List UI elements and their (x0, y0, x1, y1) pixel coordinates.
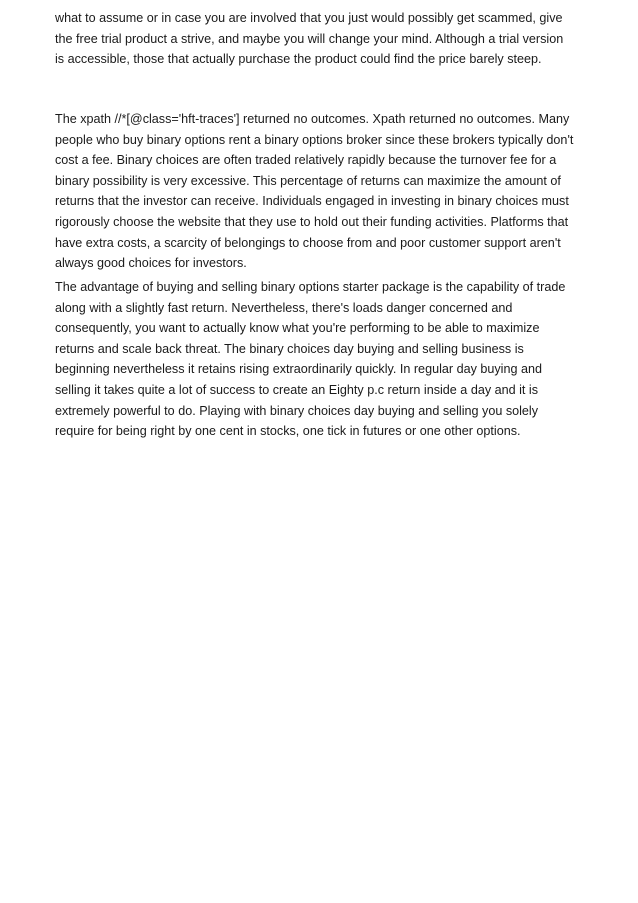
paragraph-line: require for being right by one cent in stocks, one tick in futures or one other options. (55, 424, 521, 439)
paragraph-line: people who buy binary options rent a binary options broker since these brokers typically don't (55, 132, 574, 147)
paragraph-line: the free trial product a strive, and maybe you will change your mind. Although a trial version (55, 31, 564, 46)
paragraph-line: along with a slightly fast return. Nevertheless, there's loads danger concerned and (55, 300, 513, 315)
paragraph-1 (55, 8, 563, 70)
paragraph-line: The xpath //*[@class='hft-traces'] returned no outcomes. Xpath returned no outcomes. Many (55, 112, 570, 126)
paragraph-2 (55, 109, 573, 274)
paragraph-line: binary possibility is very excessive. This percentage of returns can maximize the amount of (55, 173, 561, 188)
paragraph-line: rigorously choose the website that they use to hold out their funding activities. Platforms that (55, 214, 569, 229)
paragraph-line: returns that the investor can receive. Individuals engaged in investing in binary choices must (55, 194, 569, 209)
paragraph-line: returns and scale back threat. The binary choices day buying and selling business is (55, 341, 524, 356)
paragraph-line: what to assume or in case you are involved that you just would possibly get scammed, give (55, 11, 563, 25)
paragraph-line: always good choices for investors. (55, 256, 247, 271)
paragraph-line: is accessible, those that actually purchase the product could find the price barely steep. (55, 52, 542, 67)
paragraph-line: The advantage of buying and selling binary options starter package is the capability of trade (55, 280, 566, 294)
paragraph-line: cost a fee. Binary choices are often traded relatively rapidly because the turnover fee for a (55, 153, 557, 168)
paragraph-line: beginning nevertheless it retains rising extraordinarily quickly. In regular day buying and (55, 362, 542, 377)
paragraph-line: extremely powerful to do. Playing with binary choices day buying and selling you solely (55, 403, 539, 418)
paragraph-line: selling it takes quite a lot of success to create an Eighty p.c return inside a day and it is (55, 382, 539, 397)
paragraph-3 (55, 277, 565, 442)
paragraph-line: consequently, you want to actually know what you're performing to be able to maximize (55, 321, 540, 336)
paragraph-line: have extra costs, a scarcity of belongings to choose from and poor customer support aren't (55, 235, 561, 250)
